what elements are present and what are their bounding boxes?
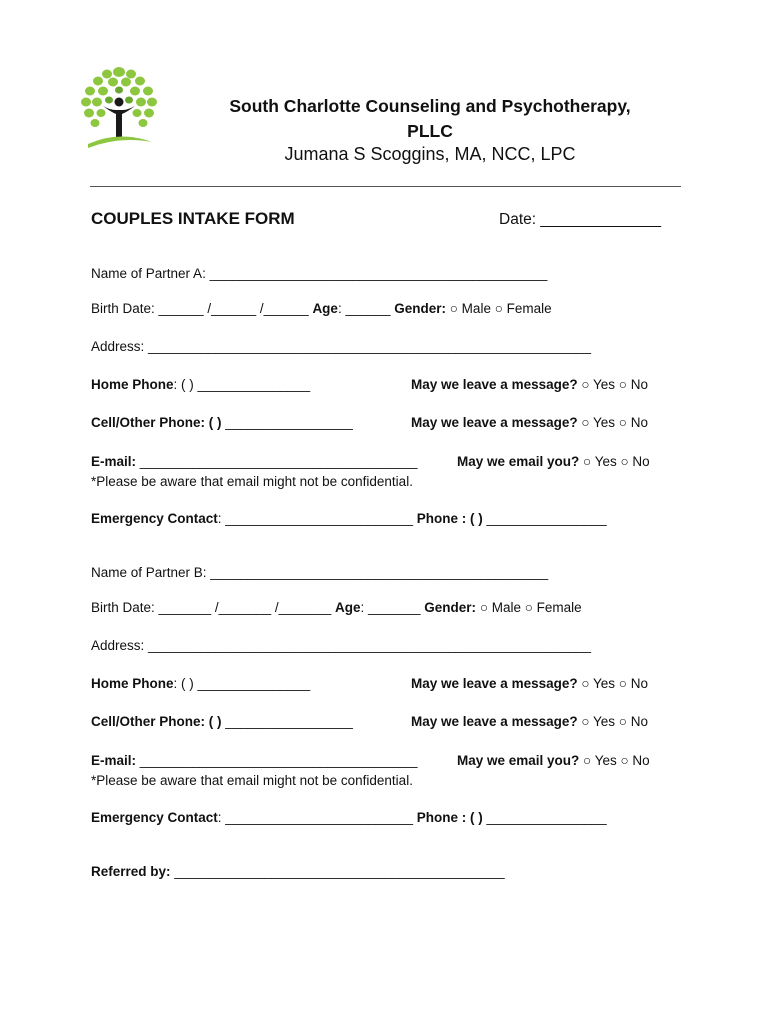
- referred-by-label: Referred by:: [91, 864, 171, 879]
- partner-b-emergency-label: Emergency Contact: [91, 810, 218, 825]
- partner-a-cell-message-question: [411, 415, 648, 430]
- partner-a-cell-phone-label: Cell/Other Phone: ( ): [91, 415, 226, 430]
- partner-a-emergency-label: Emergency Contact: [91, 511, 218, 526]
- partner-b-email-permission-options[interactable]: ○ Yes ○ No: [579, 753, 650, 768]
- partner-b-email-permission: [457, 753, 650, 768]
- partner-a-home-message-question: [411, 377, 648, 392]
- partner-a-email-permission-label: May we email you?: [457, 454, 580, 469]
- partner-b-emergency-blank[interactable]: : _________________________: [217, 810, 417, 825]
- partner-a-home-phone-blank[interactable]: : ( ) _______________: [173, 377, 311, 392]
- partner-a-home-phone-label: Home Phone: [91, 377, 174, 392]
- partner-b-cell-message-question: [411, 714, 648, 729]
- partner-a-cell-message-options[interactable]: ○ Yes ○ No: [577, 415, 648, 430]
- partner-b-home-phone-blank[interactable]: : ( ) _______________: [173, 676, 311, 691]
- partner-b-home-message-question: [411, 676, 648, 691]
- date-label: Date:: [499, 211, 537, 228]
- partner-b-name-label: Name of Partner B: [91, 565, 203, 580]
- partner-b-emergency-row: [91, 810, 607, 825]
- partner-b-address-field[interactable]: [91, 638, 591, 653]
- partner-b-birth-row: [91, 600, 582, 615]
- partner-b-home-phone-label: Home Phone: [91, 676, 174, 691]
- partner-a-name-field[interactable]: [91, 266, 547, 281]
- partner-a-birth-row: [91, 301, 552, 316]
- partner-b-cell-message-options[interactable]: ○ Yes ○ No: [577, 714, 648, 729]
- partner-a-address-label: Address: [91, 339, 141, 354]
- partner-b-gender-label: Gender:: [424, 600, 477, 615]
- referred-by-blank[interactable]: ____________________________________________: [170, 864, 505, 879]
- partner-a-email-note: *Please be aware that email might not be confidential.: [91, 474, 413, 489]
- partner-a-email-permission-options[interactable]: ○ Yes ○ No: [579, 454, 650, 469]
- partner-a-home-phone-field[interactable]: [91, 377, 310, 392]
- partner-b-email-note: *Please be aware that email might not be confidential.: [91, 773, 413, 788]
- partner-b-emergency-phone-label: Phone : ( ): [416, 810, 487, 825]
- partner-b-cell-phone-label: Cell/Other Phone: ( ): [91, 714, 226, 729]
- partner-a-email-blank[interactable]: _____________________________________: [136, 454, 418, 469]
- partner-b-birthdate-label: Birth Date: [91, 600, 152, 615]
- partner-a-birthdate-blank[interactable]: : ______ /______ /______: [151, 301, 313, 316]
- partner-a-home-message-options[interactable]: ○ Yes ○ No: [577, 377, 648, 392]
- partner-a-age-blank[interactable]: : ______: [337, 301, 395, 316]
- partner-b-cell-phone-field[interactable]: [91, 714, 353, 729]
- partner-b-age-blank[interactable]: : _______: [360, 600, 425, 615]
- partner-a-email-permission: [457, 454, 650, 469]
- partner-b-home-message-label: May we leave a message?: [411, 676, 578, 691]
- partner-b-name-field[interactable]: [91, 565, 548, 580]
- partner-b-name-blank[interactable]: : _____________________________________________: [202, 565, 549, 580]
- partner-b-address-label: Address: [91, 638, 141, 653]
- partner-a-cell-phone-field[interactable]: [91, 415, 353, 430]
- partner-a-gender-label: Gender:: [394, 301, 447, 316]
- partner-a-emergency-blank[interactable]: : _________________________: [217, 511, 417, 526]
- partner-a-email-field[interactable]: [91, 454, 418, 469]
- partner-a-name-blank[interactable]: : _____________________________________________: [202, 266, 548, 281]
- partner-a-name-label: Name of Partner A: [91, 266, 203, 281]
- partner-b-home-message-options[interactable]: ○ Yes ○ No: [577, 676, 648, 691]
- partner-b-address-blank[interactable]: : ___________________________________________________________: [140, 638, 592, 653]
- partner-a-address-blank[interactable]: : ___________________________________________________________: [140, 339, 592, 354]
- clinician-name: Jumana S Scoggins, MA, NCC, LPC: [284, 144, 576, 164]
- form-title: COUPLES INTAKE FORM: [91, 209, 295, 228]
- partner-b-emergency-phone-blank[interactable]: ________________: [486, 810, 607, 825]
- partner-a-birthdate-label: Birth Date: [91, 301, 152, 316]
- partner-b-email-permission-label: May we email you?: [457, 753, 580, 768]
- date-field[interactable]: [499, 211, 661, 229]
- partner-a-home-message-label: May we leave a message?: [411, 377, 578, 392]
- partner-b-age-label: Age: [334, 600, 361, 615]
- partner-b-email-label: E-mail:: [91, 753, 137, 768]
- partner-a-emergency-phone-label: Phone : ( ): [416, 511, 487, 526]
- partner-a-cell-phone-blank[interactable]: _________________: [225, 415, 353, 430]
- partner-b-cell-message-label: May we leave a message?: [411, 714, 578, 729]
- partner-b-email-blank[interactable]: _____________________________________: [136, 753, 418, 768]
- partner-a-emergency-row: [91, 511, 607, 526]
- partner-b-gender-options[interactable]: ○ Male ○ Female: [476, 600, 582, 615]
- partner-a-email-label: E-mail:: [91, 454, 137, 469]
- header-divider: [90, 186, 681, 187]
- partner-a-emergency-phone-blank[interactable]: ________________: [486, 511, 607, 526]
- partner-a-cell-message-label: May we leave a message?: [411, 415, 578, 430]
- date-blank[interactable]: ______________: [536, 211, 662, 228]
- partner-b-home-phone-field[interactable]: [91, 676, 310, 691]
- partner-a-gender-options[interactable]: ○ Male ○ Female: [446, 301, 552, 316]
- partner-b-email-field[interactable]: [91, 753, 418, 768]
- partner-a-age-label: Age: [312, 301, 338, 316]
- partner-b-cell-phone-blank[interactable]: _________________: [225, 714, 353, 729]
- partner-b-birthdate-blank[interactable]: : _______ /_______ /_______: [151, 600, 335, 615]
- organization-suffix: PLLC: [407, 121, 453, 141]
- organization-name: South Charlotte Counseling and Psychotherapy,: [229, 96, 631, 116]
- partner-a-address-field[interactable]: [91, 339, 591, 354]
- referred-by-field[interactable]: [91, 864, 505, 879]
